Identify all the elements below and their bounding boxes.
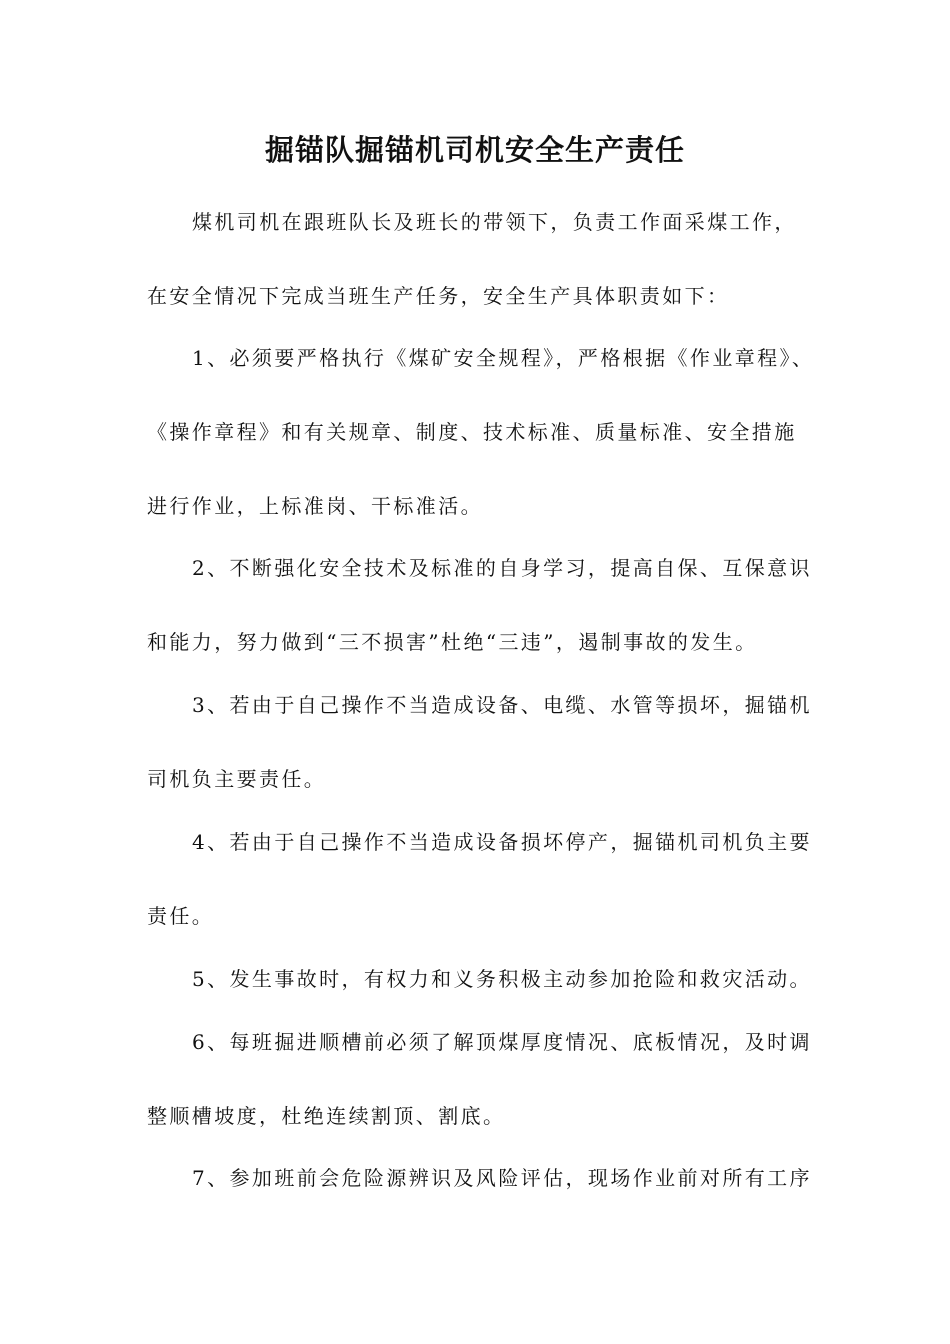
item-6-line-2: 整顺槽坡度，杜绝连续割顶、割底。: [147, 1104, 506, 1128]
item-3-line-2: 司机负主要责任。: [147, 767, 327, 791]
item-4-line-2: 责任。: [147, 904, 215, 928]
item-1-line-2: 《操作章程》和有关规章、制度、技术标准、质量标准、安全措施: [147, 420, 797, 444]
document-title: 掘锚队掘锚机司机安全生产责任: [264, 133, 685, 167]
item-5-line-1: 5、发生事故时，有权力和义务积极主动参加抢险和救灾活动。: [192, 967, 812, 991]
item-3-line-1: 3、若由于自己操作不当造成设备、电缆、水管等损坏，掘锚机: [192, 693, 812, 717]
paragraph-intro-line-1: 煤机司机在跟班队长及班长的带领下，负责工作面采煤工作，: [192, 210, 797, 234]
item-6-line-1: 6、每班掘进顺槽前必须了解顶煤厚度情况、底板情况，及时调: [192, 1030, 812, 1054]
item-2-line-2: 和能力，努力做到“三不损害”杜绝“三违”，遏制事故的发生。: [147, 630, 758, 654]
paragraph-intro-line-2: 在安全情况下完成当班生产任务，安全生产具体职责如下：: [147, 284, 730, 308]
item-7-line-1: 7、参加班前会危险源辨识及风险评估，现场作业前对所有工序: [192, 1166, 812, 1190]
item-2-line-1: 2、不断强化安全技术及标准的自身学习，提高自保、互保意识: [192, 556, 812, 580]
item-4-line-1: 4、若由于自己操作不当造成设备损坏停产，掘锚机司机负主要: [192, 830, 812, 854]
item-1-line-1: 1、必须要严格执行《煤矿安全规程》，严格根据《作业章程》、: [192, 346, 815, 370]
item-1-line-3: 进行作业，上标准岗、干标准活。: [147, 494, 483, 518]
